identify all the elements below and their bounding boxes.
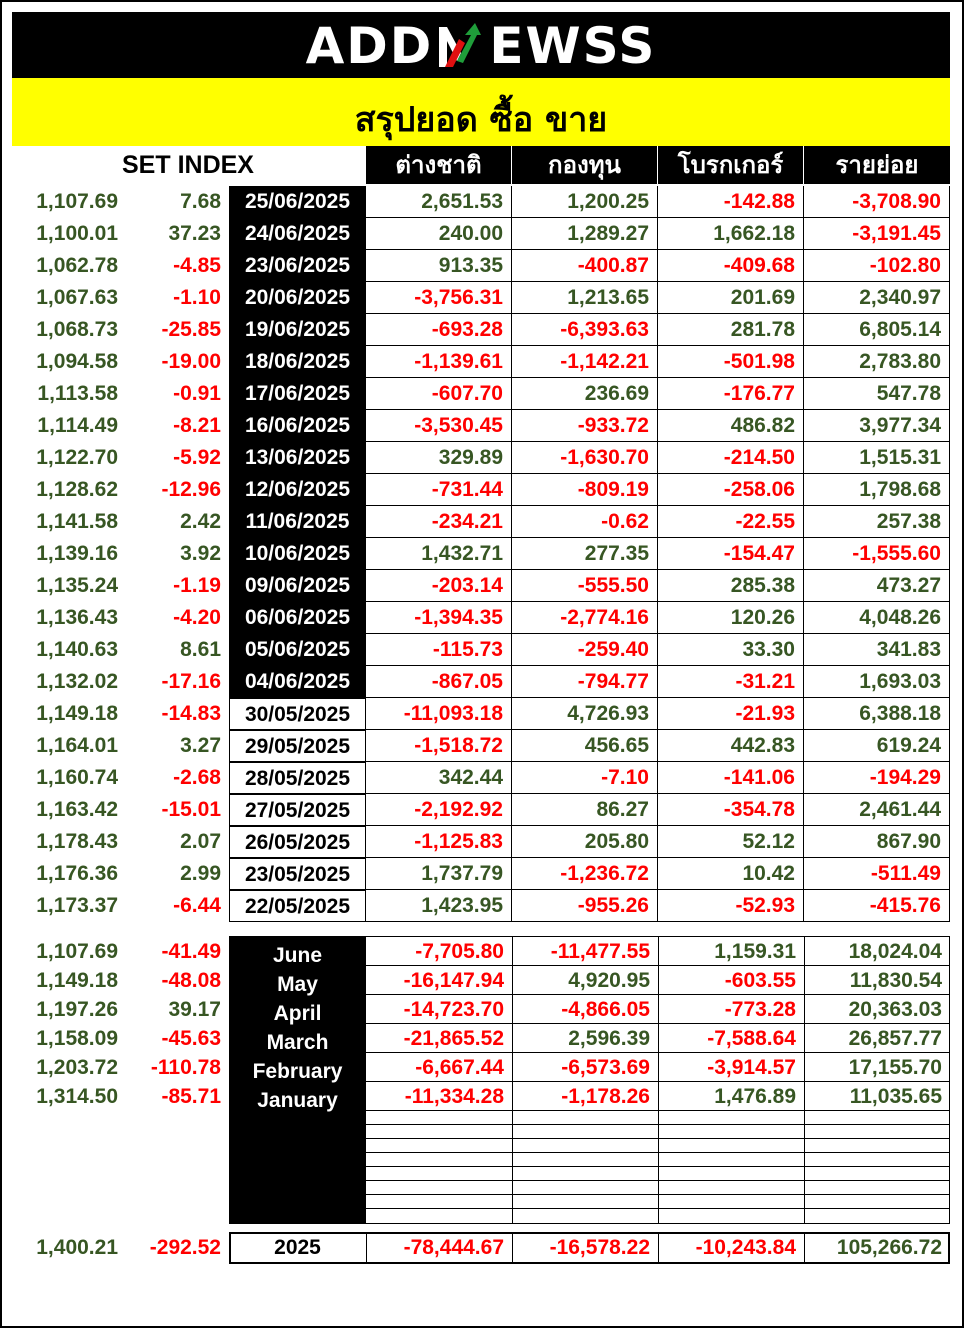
foreign-value: -1,139.61	[366, 346, 512, 378]
retail-value: 1,693.03	[804, 666, 950, 698]
table-row	[0, 186, 960, 218]
retail-value: 547.78	[804, 378, 950, 410]
month-label: March	[266, 1031, 329, 1054]
fund-value: -955.26	[512, 890, 658, 922]
title-bar	[12, 78, 950, 146]
total-foreign: -78,444.67	[403, 1236, 504, 1259]
change-value: -0.91	[173, 382, 221, 405]
date-label: 26/05/2025	[229, 826, 366, 858]
retail-value: 11,830.54	[849, 969, 942, 992]
table-row	[0, 666, 960, 698]
change-value: 3.92	[180, 542, 221, 565]
date-label: 04/06/2025	[229, 666, 366, 698]
broker-value: 285.38	[658, 570, 804, 602]
index-value: 1,067.63	[36, 286, 118, 309]
change-value: -19.00	[161, 350, 221, 373]
monthly-row	[0, 1024, 960, 1053]
grid-line	[366, 1180, 950, 1181]
date-label: 06/06/2025	[229, 602, 366, 634]
broker-value: 281.78	[658, 314, 804, 346]
fund-value: -933.72	[512, 410, 658, 442]
retail-value: -102.80	[804, 250, 950, 282]
change-value: -41.49	[161, 940, 221, 963]
retail-value: 619.24	[804, 730, 950, 762]
table-row	[0, 250, 960, 282]
change-value: -4.20	[173, 606, 221, 629]
date-label: 24/06/2025	[229, 218, 366, 250]
table-row	[0, 794, 960, 826]
fund-value: -1,630.70	[512, 442, 658, 474]
date-label: 29/05/2025	[229, 730, 366, 762]
foreign-value: -14,723.70	[403, 998, 504, 1021]
retail-value: -1,555.60	[804, 538, 950, 570]
monthly-row	[0, 1082, 960, 1111]
foreign-value: -203.14	[366, 570, 512, 602]
foreign-header: ต่างชาติ	[366, 146, 511, 184]
year-total-row	[0, 1232, 960, 1264]
foreign-value: -2,192.92	[366, 794, 512, 826]
retail-value: 1,798.68	[804, 474, 950, 506]
date-label: 19/06/2025	[229, 314, 366, 346]
date-label: 13/06/2025	[229, 442, 366, 474]
index-value: 1,113.58	[37, 382, 118, 405]
index-value: 1,094.58	[36, 350, 118, 373]
date-label: 17/06/2025	[229, 378, 366, 410]
broker-value: -409.68	[658, 250, 804, 282]
date-label: 09/06/2025	[229, 570, 366, 602]
change-value: -45.63	[161, 1027, 221, 1050]
retail-value: 20,363.03	[848, 998, 942, 1021]
table-row	[0, 442, 960, 474]
change-value: -48.08	[161, 969, 221, 992]
broker-value: 1,662.18	[658, 218, 804, 250]
broker-value: -214.50	[658, 442, 804, 474]
month-label: February	[252, 1060, 343, 1083]
retail-value: 341.83	[804, 634, 950, 666]
change-value: -1.10	[173, 286, 221, 309]
broker-value: -142.88	[658, 186, 804, 218]
retail-value: 11,035.65	[849, 1085, 942, 1108]
index-value: 1,164.01	[36, 734, 118, 757]
table-row	[0, 538, 960, 570]
retail-value: -3,191.45	[804, 218, 950, 250]
date-label: 25/06/2025	[229, 186, 366, 218]
index-value: 1,197.26	[36, 998, 118, 1021]
index-value: 1,141.58	[36, 510, 118, 533]
grid-line	[366, 1152, 950, 1153]
table-row	[0, 762, 960, 794]
table-row	[0, 858, 960, 890]
change-value: 2.42	[180, 510, 221, 533]
broker-value: 1,476.89	[714, 1085, 796, 1108]
foreign-value: -21,865.52	[403, 1027, 504, 1050]
index-value: 1,314.50	[36, 1085, 118, 1108]
date-label: 12/06/2025	[229, 474, 366, 506]
addnewss-logo: ADD EWSS	[305, 17, 657, 75]
broker-value: -773.28	[724, 998, 796, 1021]
broker-value: -22.55	[658, 506, 804, 538]
change-value: 7.68	[180, 190, 221, 213]
fund-value: -4,866.05	[561, 998, 650, 1021]
change-value: 2.07	[180, 830, 221, 853]
broker-value: -7,588.64	[707, 1027, 796, 1050]
index-value: 1,176.36	[36, 862, 118, 885]
table-row	[0, 378, 960, 410]
change-value: -4.85	[173, 254, 221, 277]
fund-value: -6,573.69	[561, 1056, 650, 1079]
change-value: -2.68	[173, 766, 221, 789]
retail-value: 257.38	[804, 506, 950, 538]
fund-value: 205.80	[512, 826, 658, 858]
table-row	[0, 698, 960, 730]
foreign-value: -867.05	[366, 666, 512, 698]
date-label: 05/06/2025	[229, 634, 366, 666]
foreign-value: 2,651.53	[366, 186, 512, 218]
index-value: 1,062.78	[36, 254, 118, 277]
table-row	[0, 506, 960, 538]
fund-value: -1,178.26	[561, 1085, 650, 1108]
index-value: 1,114.49	[37, 414, 118, 437]
date-label: 11/06/2025	[229, 506, 366, 538]
retail-value: 18,024.04	[848, 940, 942, 963]
broker-value: 52.12	[658, 826, 804, 858]
monthly-row	[0, 995, 960, 1024]
retail-value: 3,977.34	[804, 410, 950, 442]
date-label: 16/06/2025	[229, 410, 366, 442]
foreign-value: 342.44	[366, 762, 512, 794]
table-row	[0, 730, 960, 762]
foreign-value: -3,530.45	[366, 410, 512, 442]
change-value: -15.01	[161, 798, 221, 821]
table-row	[0, 602, 960, 634]
foreign-value: 240.00	[366, 218, 512, 250]
change-value: 8.61	[180, 638, 221, 661]
retail-header: รายย่อย	[804, 146, 950, 184]
table-row	[0, 634, 960, 666]
date-label: 22/05/2025	[229, 890, 366, 922]
change-value: -14.83	[161, 702, 221, 725]
foreign-value: -7,705.80	[415, 940, 504, 963]
grid-line	[366, 1208, 950, 1209]
monthly-row	[0, 966, 960, 995]
retail-value: 17,155.70	[848, 1056, 942, 1079]
broker-value: -258.06	[658, 474, 804, 506]
date-label: 27/05/2025	[229, 794, 366, 826]
broker-value: -52.93	[658, 890, 804, 922]
fund-value: 4,726.93	[512, 698, 658, 730]
fund-value: 1,213.65	[512, 282, 658, 314]
broker-value: 10.42	[658, 858, 804, 890]
index-value: 1,158.09	[36, 1027, 118, 1050]
set-index-header: SET INDEX	[10, 146, 366, 184]
total-year: 2025	[274, 1236, 321, 1259]
index-value: 1,203.72	[36, 1056, 118, 1079]
foreign-value: -1,125.83	[366, 826, 512, 858]
broker-value: 442.83	[658, 730, 804, 762]
retail-value: 473.27	[804, 570, 950, 602]
change-value: -110.78	[150, 1056, 221, 1079]
foreign-value: -11,334.28	[404, 1085, 504, 1108]
table-row	[0, 218, 960, 250]
retail-value: 2,461.44	[804, 794, 950, 826]
index-value: 1,149.18	[36, 702, 118, 725]
table-row	[0, 826, 960, 858]
table-row	[0, 410, 960, 442]
fund-value: -809.19	[512, 474, 658, 506]
fund-value: 1,289.27	[512, 218, 658, 250]
logo-bar	[12, 12, 950, 78]
broker-value: -154.47	[658, 538, 804, 570]
broker-value: -501.98	[658, 346, 804, 378]
index-value: 1,178.43	[36, 830, 118, 853]
index-value: 1,132.02	[36, 670, 118, 693]
foreign-value: 329.89	[366, 442, 512, 474]
change-value: -5.92	[173, 446, 221, 469]
fund-value: -259.40	[512, 634, 658, 666]
change-value: 2.99	[180, 862, 221, 885]
month-label: June	[272, 944, 322, 967]
month-label: April	[273, 1002, 322, 1025]
total-change: -292.52	[149, 1236, 221, 1259]
foreign-value: -1,394.35	[366, 602, 512, 634]
index-value: 1,100.01	[36, 222, 118, 245]
table-row	[0, 570, 960, 602]
fund-value: -1,142.21	[512, 346, 658, 378]
total-fund: -16,578.22	[549, 1236, 650, 1259]
date-label: 18/06/2025	[229, 346, 366, 378]
fund-value: 456.65	[512, 730, 658, 762]
index-value: 1,139.16	[36, 542, 118, 565]
retail-value: 26,857.77	[848, 1027, 942, 1050]
broker-value: -3,914.57	[707, 1056, 796, 1079]
change-value: 37.23	[168, 222, 221, 245]
retail-value: -511.49	[804, 858, 950, 890]
index-value: 1,107.69	[36, 940, 118, 963]
retail-value: 1,515.31	[804, 442, 950, 474]
retail-value: -194.29	[804, 762, 950, 794]
broker-value: 1,159.31	[714, 940, 796, 963]
change-value: -17.16	[161, 670, 221, 693]
fund-value: 4,920.95	[568, 969, 650, 992]
retail-value: -3,708.90	[804, 186, 950, 218]
date-label: 28/05/2025	[229, 762, 366, 794]
date-label: 23/06/2025	[229, 250, 366, 282]
retail-value: 4,048.26	[804, 602, 950, 634]
change-value: -25.85	[161, 318, 221, 341]
index-value: 1,140.63	[36, 638, 118, 661]
fund-value: -794.77	[512, 666, 658, 698]
index-value: 1,149.18	[36, 969, 118, 992]
month-label: January	[257, 1089, 338, 1112]
foreign-value: 913.35	[366, 250, 512, 282]
retail-value: 2,340.97	[804, 282, 950, 314]
broker-value: 201.69	[658, 282, 804, 314]
table-row	[0, 314, 960, 346]
table-row	[0, 474, 960, 506]
date-label: 23/05/2025	[229, 858, 366, 890]
foreign-value: -693.28	[366, 314, 512, 346]
change-value: -85.71	[161, 1085, 221, 1108]
date-label: 30/05/2025	[229, 698, 366, 730]
retail-value: -415.76	[804, 890, 950, 922]
fund-value: 277.35	[512, 538, 658, 570]
foreign-value: -11,093.18	[366, 698, 512, 730]
index-value: 1,128.62	[36, 478, 118, 501]
table-row	[0, 890, 960, 922]
date-label: 10/06/2025	[229, 538, 366, 570]
foreign-value: -731.44	[366, 474, 512, 506]
foreign-value: -234.21	[366, 506, 512, 538]
fund-value: -555.50	[512, 570, 658, 602]
fund-value: 236.69	[512, 378, 658, 410]
index-value: 1,122.70	[36, 446, 118, 469]
broker-value: -354.78	[658, 794, 804, 826]
fund-value: -1,236.72	[512, 858, 658, 890]
retail-value: 867.90	[804, 826, 950, 858]
change-value: -1.19	[173, 574, 221, 597]
fund-header: กองทุน	[512, 146, 657, 184]
foreign-value: 1,432.71	[366, 538, 512, 570]
broker-value: -21.93	[658, 698, 804, 730]
broker-value: -603.55	[724, 969, 796, 992]
monthly-row	[0, 1053, 960, 1082]
broker-value: 33.30	[658, 634, 804, 666]
fund-value: -0.62	[512, 506, 658, 538]
grid-line	[366, 1124, 950, 1125]
logo-n-icon	[435, 21, 487, 69]
page-title: สรุปยอด ซื้อ ขาย	[354, 100, 608, 140]
total-broker: -10,243.84	[695, 1236, 796, 1259]
change-value: -12.96	[161, 478, 221, 501]
fund-value: -7.10	[512, 762, 658, 794]
change-value: 39.17	[168, 998, 221, 1021]
fund-value: 2,596.39	[568, 1027, 650, 1050]
change-value: 3.27	[180, 734, 221, 757]
foreign-value: -3,756.31	[366, 282, 512, 314]
index-value: 1,135.24	[36, 574, 118, 597]
table-row	[0, 282, 960, 314]
table-row	[0, 346, 960, 378]
date-label: 20/06/2025	[229, 282, 366, 314]
fund-value: -6,393.63	[512, 314, 658, 346]
fund-value: -11,477.55	[550, 940, 650, 963]
total-index: 1,400.21	[36, 1236, 118, 1259]
foreign-value: -16,147.94	[403, 969, 504, 992]
index-value: 1,068.73	[36, 318, 118, 341]
foreign-value: -115.73	[366, 634, 512, 666]
fund-value: -2,774.16	[512, 602, 658, 634]
foreign-value: -1,518.72	[366, 730, 512, 762]
total-retail: 105,266.72	[836, 1236, 942, 1259]
fund-value: 1,200.25	[512, 186, 658, 218]
foreign-value: -6,667.44	[415, 1056, 504, 1079]
foreign-value: -607.70	[366, 378, 512, 410]
monthly-row	[0, 937, 960, 966]
grid-line	[366, 1166, 950, 1167]
month-label: May	[277, 973, 318, 996]
broker-value: -31.21	[658, 666, 804, 698]
grid-line	[366, 1138, 950, 1139]
broker-value: 486.82	[658, 410, 804, 442]
retail-value: 6,388.18	[804, 698, 950, 730]
change-value: -8.21	[173, 414, 221, 437]
foreign-value: 1,737.79	[366, 858, 512, 890]
retail-value: 2,783.80	[804, 346, 950, 378]
index-value: 1,160.74	[36, 766, 118, 789]
broker-value: -141.06	[658, 762, 804, 794]
foreign-value: 1,423.95	[366, 890, 512, 922]
broker-value: 120.26	[658, 602, 804, 634]
broker-header: โบรกเกอร์	[658, 146, 803, 184]
retail-value: 6,805.14	[804, 314, 950, 346]
index-value: 1,163.42	[36, 798, 118, 821]
grid-line	[366, 1194, 950, 1195]
fund-value: -400.87	[512, 250, 658, 282]
change-value: -6.44	[173, 894, 221, 917]
index-value: 1,173.37	[36, 894, 118, 917]
index-value: 1,107.69	[36, 190, 118, 213]
broker-value: -176.77	[658, 378, 804, 410]
index-value: 1,136.43	[36, 606, 118, 629]
fund-value: 86.27	[512, 794, 658, 826]
